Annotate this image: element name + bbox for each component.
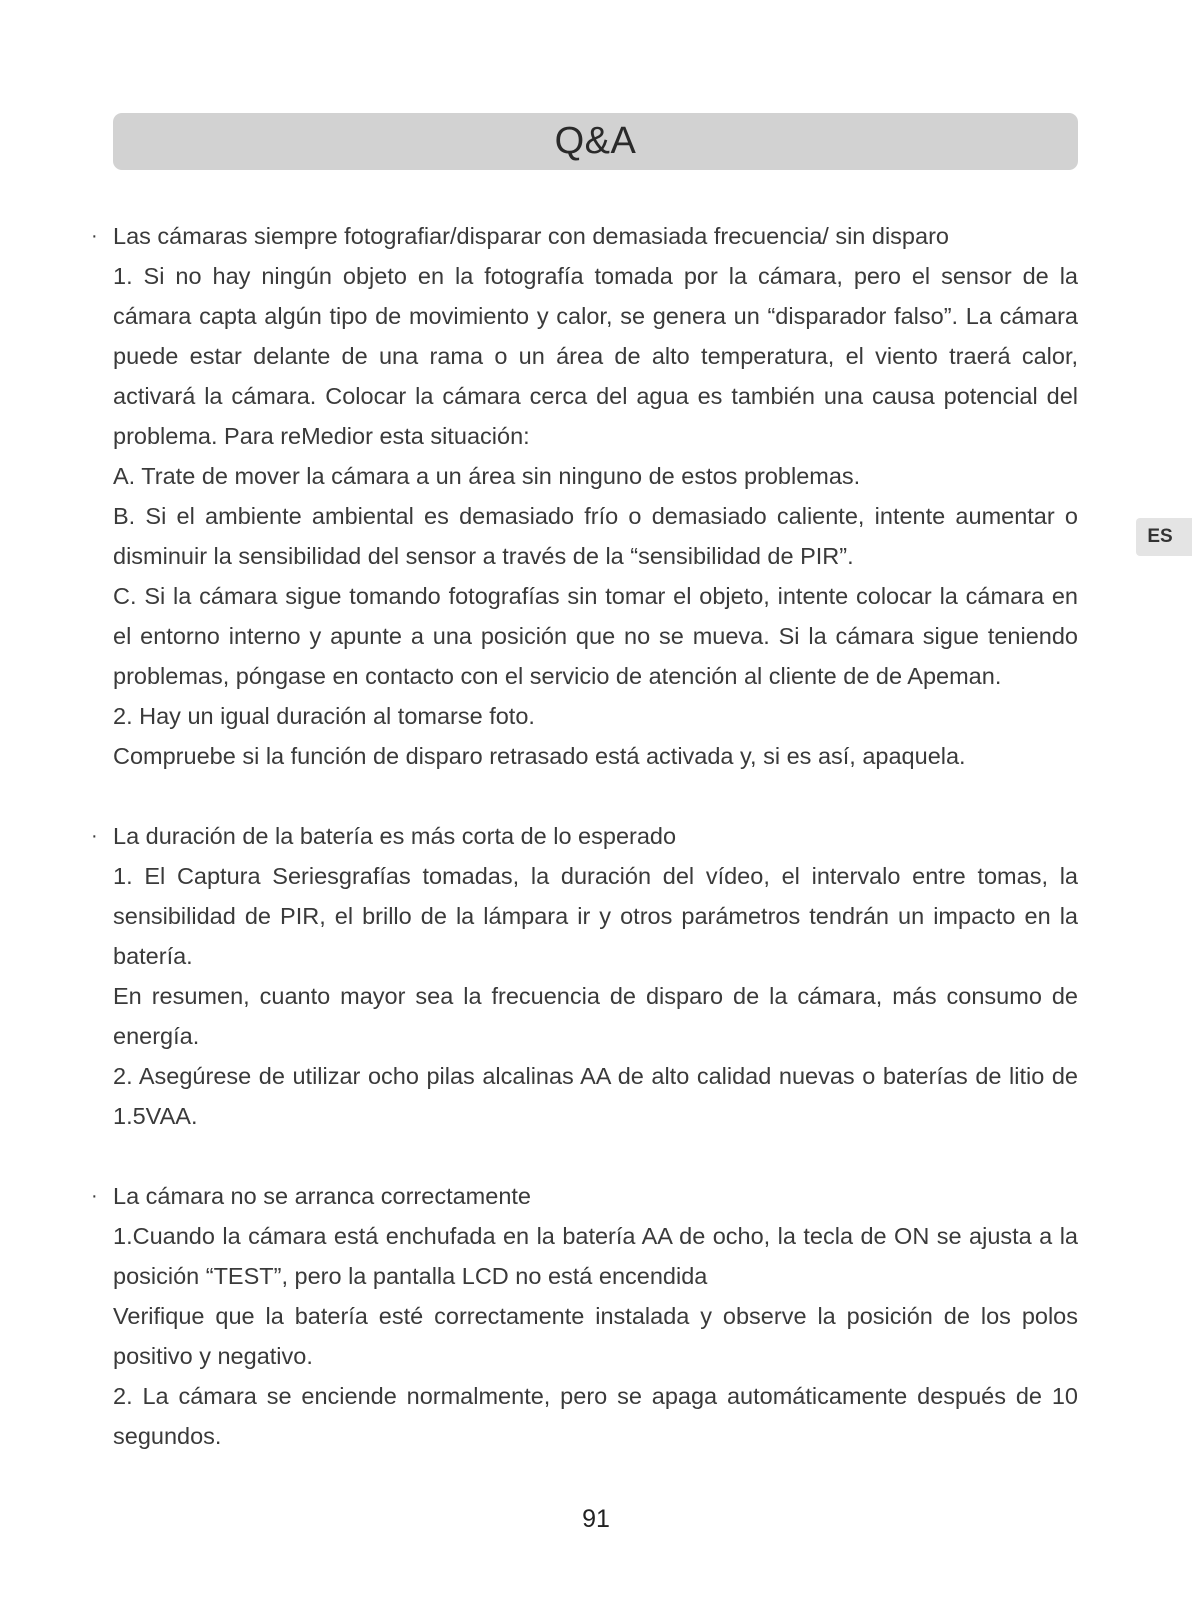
- qa-section-2: [91, 816, 1078, 1136]
- qa-section-3: [91, 1176, 1078, 1456]
- answer-paragraph: En resumen, cuanto mayor sea la frecuencia de disparo de la cámara, más consumo de energía.: [113, 983, 1078, 1049]
- answer-paragraph: 2. La cámara se enciende normalmente, pero se apaga automáticamente después de 10 segundos.: [113, 1383, 1078, 1449]
- bullet-marker: ·: [91, 1185, 98, 1207]
- answer-paragraph: 1. El Captura Seriesgrafías tomadas, la duración del vídeo, el intervalo entre tomas, la sensibilidad de PIR, el brillo de la lámpara ir y otros parámetros tendrán un impacto en la batería.: [113, 863, 1078, 969]
- qa-content: [91, 216, 1078, 1456]
- question: [91, 816, 1078, 856]
- section-header-bar: [113, 113, 1078, 170]
- question-text: La duración de la batería es más corta de lo esperado: [113, 823, 677, 849]
- page-title: Q&A: [554, 120, 637, 162]
- question-text: Las cámaras siempre fotografiar/disparar con demasiada frecuencia/ sin disparo: [113, 223, 949, 249]
- question: [91, 216, 1078, 256]
- answer-paragraph: C. Si la cámara sigue tomando fotografías sin tomar el objeto, intente colocar la cámara en el entorno interno y apunte a una posición que no se mueva. Si la cámara sigue teniendo problemas, póngase en contacto con el servicio de atención al cliente de de Apeman.: [113, 583, 1078, 689]
- language-tab: [1136, 518, 1192, 556]
- answer-paragraph: 2. Hay un igual duración al tomarse foto.: [113, 703, 535, 729]
- answer-paragraph: Verifique que la batería esté correctamente instalada y observe la posición de los polos positivo y negativo.: [113, 1303, 1078, 1369]
- language-tab-label: ES: [1147, 526, 1173, 547]
- bullet-marker: ·: [91, 225, 98, 247]
- qa-section-1: [91, 216, 1078, 776]
- answer-paragraph: Compruebe si la función de disparo retrasado está activada y, si es así, apaquela.: [113, 743, 966, 769]
- answer-paragraph: 1.Cuando la cámara está enchufada en la batería AA de ocho, la tecla de ON se ajusta a la posición “TEST”, pero la pantalla LCD no está encendida: [113, 1223, 1078, 1289]
- question: [91, 1176, 1078, 1216]
- answer-paragraph: 1. Si no hay ningún objeto en la fotografía tomada por la cámara, pero el sensor de la cámara capta algún tipo de movimiento y calor, se genera un “disparador falso”. La cámara puede estar delante de una rama o un área de alto temperatura, el viento traerá calor, activará la cámara. Colocar la cámara cerca del agua es también una causa potencial del problema. Para reMedior esta situación:: [113, 263, 1078, 449]
- answer-paragraph: A. Trate de mover la cámara a un área sin ninguno de estos problemas.: [113, 463, 861, 489]
- answer-paragraph: B. Si el ambiente ambiental es demasiado frío o demasiado caliente, intente aumentar o disminuir la sensibilidad del sensor a través de la “sensibilidad de PIR”.: [113, 503, 1078, 569]
- answer-paragraph: 2. Asegúrese de utilizar ocho pilas alcalinas AA de alto calidad nuevas o baterías de litio de 1.5VAA.: [113, 1063, 1078, 1129]
- question-text: La cámara no se arranca correctamente: [113, 1183, 531, 1209]
- bullet-marker: ·: [91, 825, 98, 847]
- page-number: 91: [582, 1505, 610, 1533]
